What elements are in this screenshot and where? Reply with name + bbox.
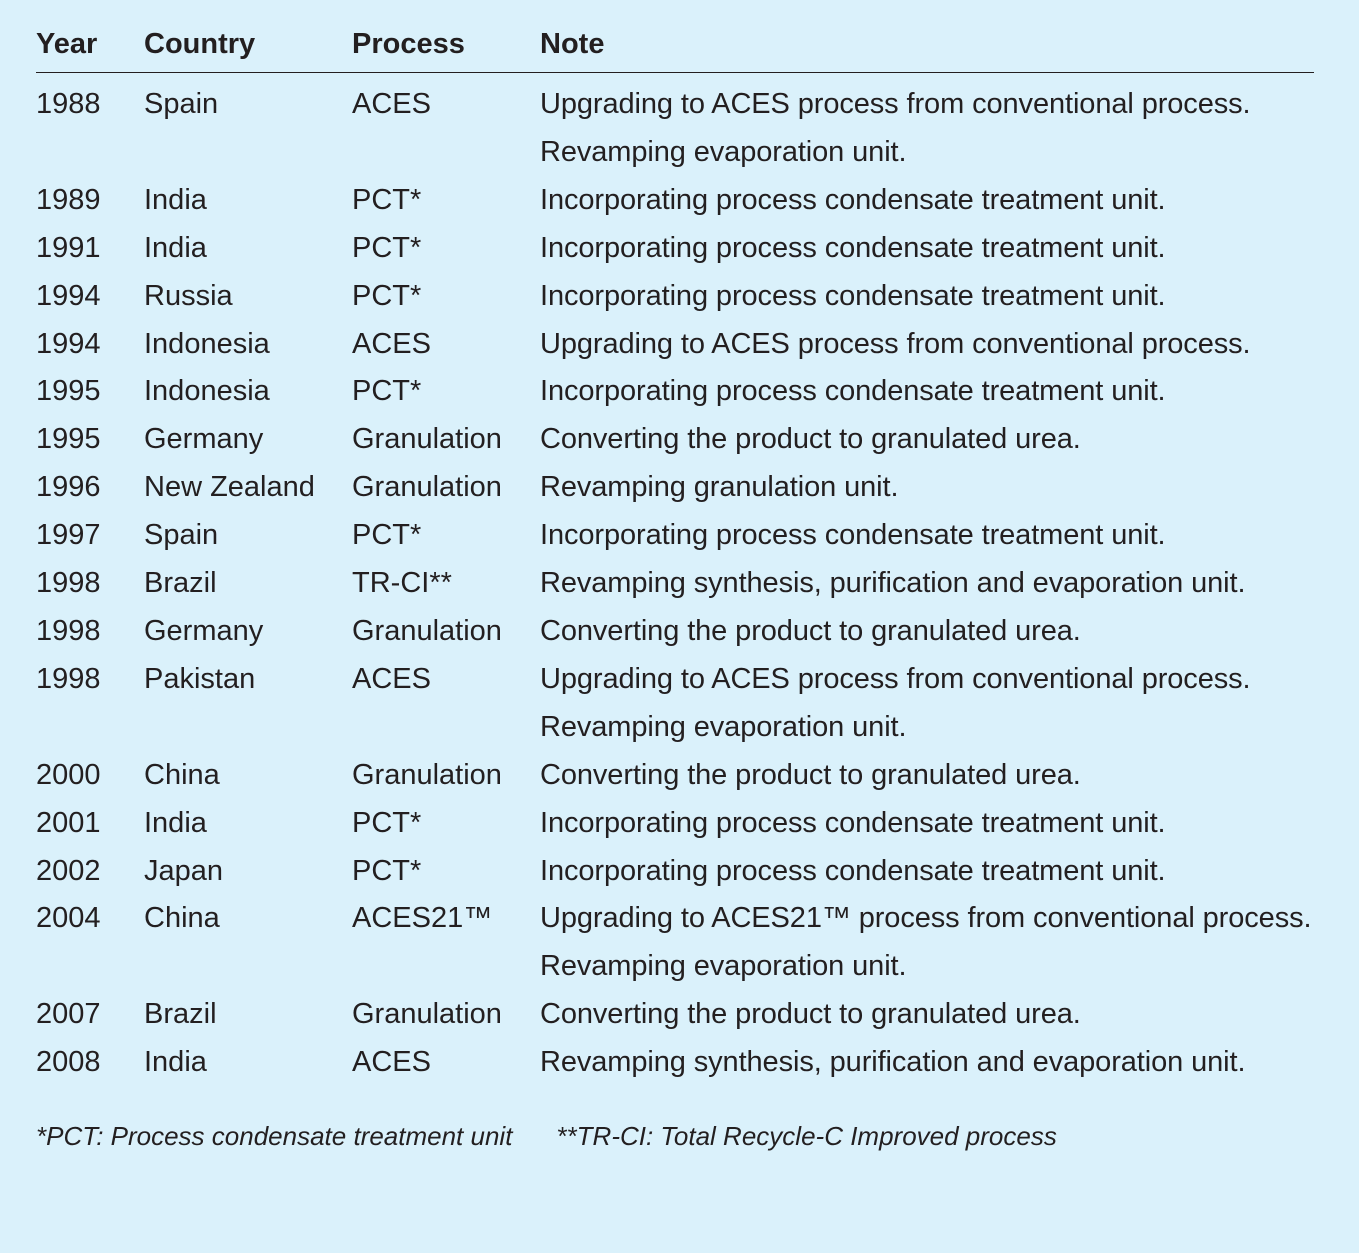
footnote-pct: *PCT: Process condensate treatment unit <box>36 1121 513 1151</box>
cell-note: Revamping granulation unit. <box>540 471 899 504</box>
cell-process: TR-CI** <box>352 567 452 600</box>
header-row <box>36 20 1314 73</box>
cell-note: Incorporating process condensate treatment unit. <box>540 279 1166 312</box>
table-row <box>36 895 1314 991</box>
cell-note: Incorporating process condensate treatment unit. <box>540 183 1166 216</box>
cell-note: Incorporating process condensate treatment unit. <box>540 806 1166 839</box>
cell-note: Converting the product to granulated urea. <box>540 998 1081 1031</box>
table-body <box>36 73 1314 1088</box>
cell-year: 1994 <box>36 279 101 312</box>
cell-country: India <box>144 806 207 839</box>
cell-country: Germany <box>144 614 264 647</box>
table-row <box>36 848 1314 896</box>
cell-country: Brazil <box>144 998 217 1031</box>
cell-country: Spain <box>144 88 219 120</box>
header-process: Process <box>352 20 540 73</box>
cell-year: 1997 <box>36 519 101 552</box>
cell-year: 2007 <box>36 998 101 1031</box>
cell-note: Converting the product to granulated urea. <box>540 614 1081 647</box>
cell-note: Upgrading to ACES process from conventional process. Revamping evaporation unit. <box>540 662 1251 743</box>
cell-country: India <box>144 1046 207 1079</box>
table-row <box>36 321 1314 369</box>
table-row <box>36 608 1314 656</box>
cell-country: Russia <box>144 279 233 312</box>
table-row <box>36 560 1314 608</box>
cell-process: PCT* <box>352 806 422 839</box>
cell-country: China <box>144 758 220 791</box>
table-row <box>36 416 1314 464</box>
cell-year: 1991 <box>36 231 101 264</box>
cell-country: Japan <box>144 854 224 887</box>
cell-country: Brazil <box>144 567 217 600</box>
header-note: Note <box>540 20 1314 73</box>
table-row <box>36 752 1314 800</box>
cell-process: Granulation <box>352 998 502 1031</box>
cell-year: 1996 <box>36 471 101 504</box>
cell-note: Converting the product to granulated urea. <box>540 758 1081 791</box>
cell-process: Granulation <box>352 423 502 456</box>
cell-year: 2002 <box>36 854 101 887</box>
cell-process: Granulation <box>352 758 502 791</box>
cell-year: 1998 <box>36 567 101 600</box>
cell-note: Incorporating process condensate treatment unit. <box>540 231 1166 264</box>
cell-country: India <box>144 183 207 216</box>
footnotes <box>36 1116 1057 1156</box>
table-row <box>36 177 1314 225</box>
cell-year: 1998 <box>36 662 101 695</box>
cell-note: Converting the product to granulated urea. <box>540 423 1081 456</box>
cell-year: 1995 <box>36 423 101 456</box>
cell-note: Incorporating process condensate treatment unit. <box>540 375 1166 408</box>
cell-process: ACES21™ <box>352 902 493 935</box>
table-header <box>36 20 1314 73</box>
table-row <box>36 800 1314 848</box>
cell-process: PCT* <box>352 519 422 552</box>
table-row <box>36 368 1314 416</box>
cell-process: ACES <box>352 662 431 695</box>
cell-country: Pakistan <box>144 662 256 695</box>
cell-year: 1998 <box>36 614 101 647</box>
table-row <box>36 656 1314 752</box>
cell-process: ACES <box>352 1046 431 1079</box>
table-row <box>36 991 1314 1039</box>
table-row <box>36 273 1314 321</box>
cell-year: 2000 <box>36 758 101 791</box>
cell-note: Upgrading to ACES process from conventional process. Revamping evaporation unit. <box>540 88 1251 168</box>
table-row <box>36 73 1314 177</box>
cell-country: Indonesia <box>144 375 270 408</box>
cell-note: Incorporating process condensate treatment unit. <box>540 519 1166 552</box>
cell-note: Revamping synthesis, purification and evaporation unit. <box>540 1046 1246 1079</box>
cell-process: PCT* <box>352 279 422 312</box>
cell-country: India <box>144 231 207 264</box>
cell-year: 1989 <box>36 183 101 216</box>
cell-country: New Zealand <box>144 471 315 504</box>
cell-note: Incorporating process condensate treatment unit. <box>540 854 1166 887</box>
cell-year: 1994 <box>36 327 101 360</box>
cell-process: ACES <box>352 88 431 120</box>
cell-country: Spain <box>144 519 219 552</box>
cell-country: China <box>144 902 220 935</box>
cell-process: PCT* <box>352 231 422 264</box>
cell-note: Upgrading to ACES21™ process from conventional process. Revamping evaporation unit. <box>540 902 1312 983</box>
cell-note: Upgrading to ACES process from conventional process. <box>540 327 1251 360</box>
cell-process: ACES <box>352 327 431 360</box>
cell-year: 1995 <box>36 375 101 408</box>
table-row <box>36 512 1314 560</box>
cell-process: PCT* <box>352 854 422 887</box>
cell-process: Granulation <box>352 614 502 647</box>
cell-country: Indonesia <box>144 327 270 360</box>
cell-year: 1988 <box>36 88 101 120</box>
footnote-trci: **TR-CI: Total Recycle-C Improved process <box>556 1121 1057 1151</box>
table-row <box>36 464 1314 512</box>
reference-table <box>36 20 1314 1087</box>
table-row <box>36 1039 1314 1087</box>
cell-process: PCT* <box>352 375 422 408</box>
cell-country: Germany <box>144 423 264 456</box>
header-year: Year <box>36 20 144 73</box>
cell-year: 2004 <box>36 902 101 935</box>
header-country: Country <box>144 20 352 73</box>
table-row <box>36 225 1314 273</box>
cell-year: 2001 <box>36 806 101 839</box>
cell-year: 2008 <box>36 1046 101 1079</box>
cell-process: Granulation <box>352 471 502 504</box>
cell-note: Revamping synthesis, purification and evaporation unit. <box>540 567 1246 600</box>
cell-process: PCT* <box>352 183 422 216</box>
